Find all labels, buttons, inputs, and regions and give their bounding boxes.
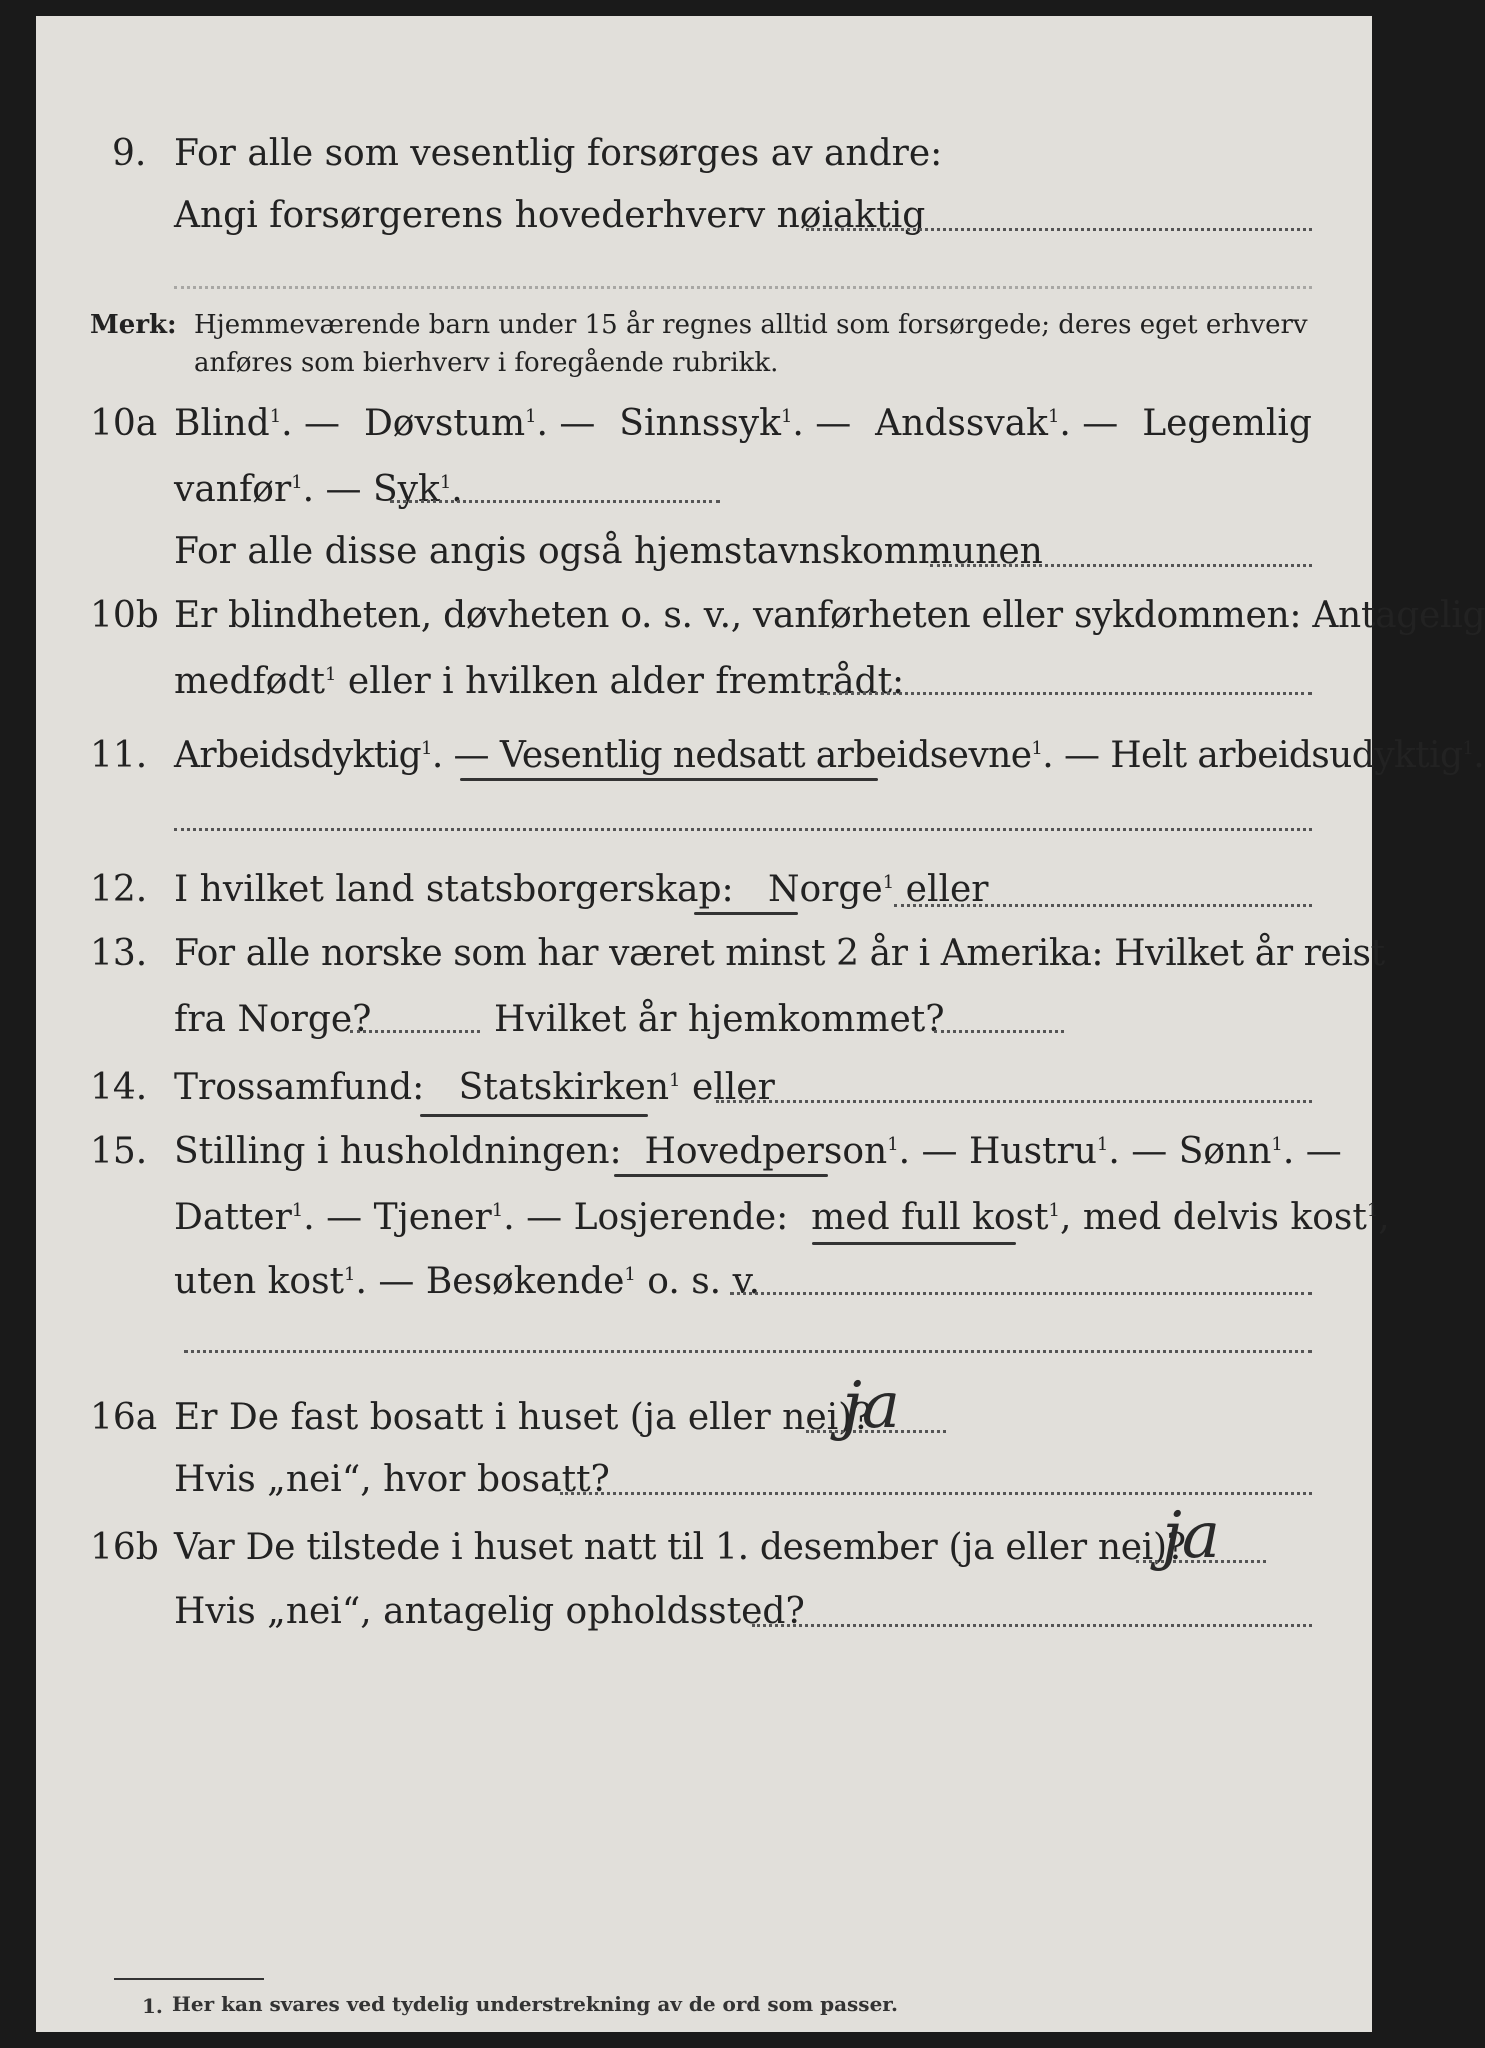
q15-answer-field[interactable]	[730, 1292, 1312, 1295]
q13-reist-label: fra Norge?	[174, 999, 372, 1040]
footnote-rule	[114, 1978, 264, 1980]
q16b-followup: Hvis „nei“, antagelig opholdssted?	[174, 1591, 805, 1632]
q12-number: 12.	[90, 869, 148, 910]
q14-number: 14.	[90, 1067, 148, 1108]
q15-handwritten-underline-1	[614, 1174, 828, 1177]
q16a-handwritten-answer: ja	[842, 1369, 900, 1443]
q13-reist-field[interactable]	[350, 1030, 480, 1033]
q10a-answer-field[interactable]	[390, 500, 720, 503]
q15-line1: Stilling i husholdningen: Hovedperson$^1$. — Hustru$^1$. — Sønn$^1$. —	[174, 1131, 1342, 1172]
q10a-legemlig: Legemlig	[1142, 403, 1312, 444]
q10a-sinnssyk: Sinnssyk$^1$. —	[619, 403, 852, 444]
q14-handwritten-underline	[420, 1114, 648, 1117]
q10b-line1: Er blindheten, døvheten o. s. v., vanførheten eller sykdommen: Antagelig	[174, 595, 1485, 636]
q12-handwritten-underline	[694, 912, 798, 915]
q16a-question: Er De fast bosatt i huset (ja eller nei)?	[174, 1397, 872, 1438]
q10a-kommune-field[interactable]	[930, 564, 1312, 567]
q14-statskirken-option: Statskirken	[458, 1067, 670, 1108]
q10b-line2: medfødt$^1$ eller i hvilken alder fremtrådt:	[174, 661, 905, 702]
merk-label: Merk:	[90, 310, 177, 340]
q11-answer-field[interactable]	[174, 828, 1312, 831]
q10a-line2: vanfør$^1$. — Syk$^1$.	[174, 469, 463, 510]
q9-line2: Angi forsørgerens hovederhverv nøiaktig	[174, 195, 926, 236]
q15-line2: Datter$^1$. — Tjener$^1$. — Losjerende: med full kost$^1$, med delvis kost$^1$,	[174, 1197, 1390, 1238]
q12-answer-field[interactable]	[894, 904, 1312, 907]
q10a-line3: For alle disse angis også hjemstavnskommunen	[174, 531, 1043, 572]
q15-line3: uten kost$^1$. — Besøkende$^1$ o. s. v.	[174, 1261, 761, 1302]
q15-number: 15.	[90, 1131, 148, 1172]
q14-answer-field[interactable]	[716, 1100, 1312, 1103]
footnote-text: Her kan svares ved tydelig understrekning av de ord som passer.	[172, 1992, 898, 2016]
q15-full-kost-option: med full kost	[811, 1197, 1049, 1238]
q13-hjemkommet-label: Hvilket år hjemkommet?	[494, 999, 945, 1040]
q11-number: 11.	[90, 735, 148, 776]
q10a-dovstum: Døvstum$^1$. —	[363, 403, 596, 444]
census-form-page	[36, 16, 1485, 2032]
q16b-handwritten-answer: ja	[1162, 1499, 1220, 1573]
q10a-number: 10a	[90, 403, 158, 444]
q10a-andssvak: Andssvak$^1$. —	[875, 403, 1119, 444]
q10b-answer-field[interactable]	[820, 692, 1312, 695]
q12-line: I hvilket land statsborgerskap: Norge$^1$ eller	[174, 869, 989, 910]
q15-handwritten-underline-2	[812, 1242, 1016, 1245]
footnote-mark: 1.	[142, 1994, 163, 2018]
q16b-question: Var De tilstede i huset natt til 1. desember (ja eller nei)?	[174, 1527, 1186, 1568]
q9-number: 9.	[112, 133, 147, 174]
q11-handwritten-underline	[460, 778, 878, 781]
q15-blank-line	[184, 1350, 1312, 1353]
q11-nedsatt-option: Vesentlig nedsatt arbeidsevne	[499, 735, 1032, 776]
q9-blank-line	[174, 286, 1312, 289]
q9-answer-field[interactable]	[806, 228, 1312, 231]
q16b-followup-field[interactable]	[752, 1624, 1312, 1627]
q10a-line1	[174, 402, 1312, 446]
q13-hjemkommet-field[interactable]	[934, 1030, 1064, 1033]
q13-line1: For alle norske som har været minst 2 år i Amerika: Hvilket år reist	[174, 933, 1385, 974]
q16b-number: 16b	[90, 1527, 159, 1568]
q9-line1: For alle som vesentlig forsørges av andre:	[174, 133, 943, 174]
merk-line2: anføres som bierhverv i foregående rubrikk.	[194, 348, 779, 378]
q14-line: Trossamfund: Statskirken$^1$ eller	[174, 1067, 775, 1108]
q16a-followup-field[interactable]	[560, 1492, 1312, 1495]
q13-number: 13.	[90, 933, 148, 974]
q15-hovedperson-option: Hovedperson	[644, 1131, 888, 1172]
q10a-blind: Blind$^1$. —	[174, 403, 341, 444]
q12-norge-option: Norge	[768, 869, 883, 910]
q16a-followup: Hvis „nei“, hvor bosatt?	[174, 1459, 610, 1500]
q10b-number: 10b	[90, 595, 159, 636]
q16a-number: 16a	[90, 1397, 158, 1438]
q11-line: Arbeidsdyktig$^1$. — Vesentlig nedsatt arbeidsevne$^1$. — Helt arbeidsudyktig$^1$.	[174, 735, 1485, 776]
merk-line1: Hjemmeværende barn under 15 år regnes alltid som forsørgede; deres eget erhverv	[194, 310, 1308, 340]
